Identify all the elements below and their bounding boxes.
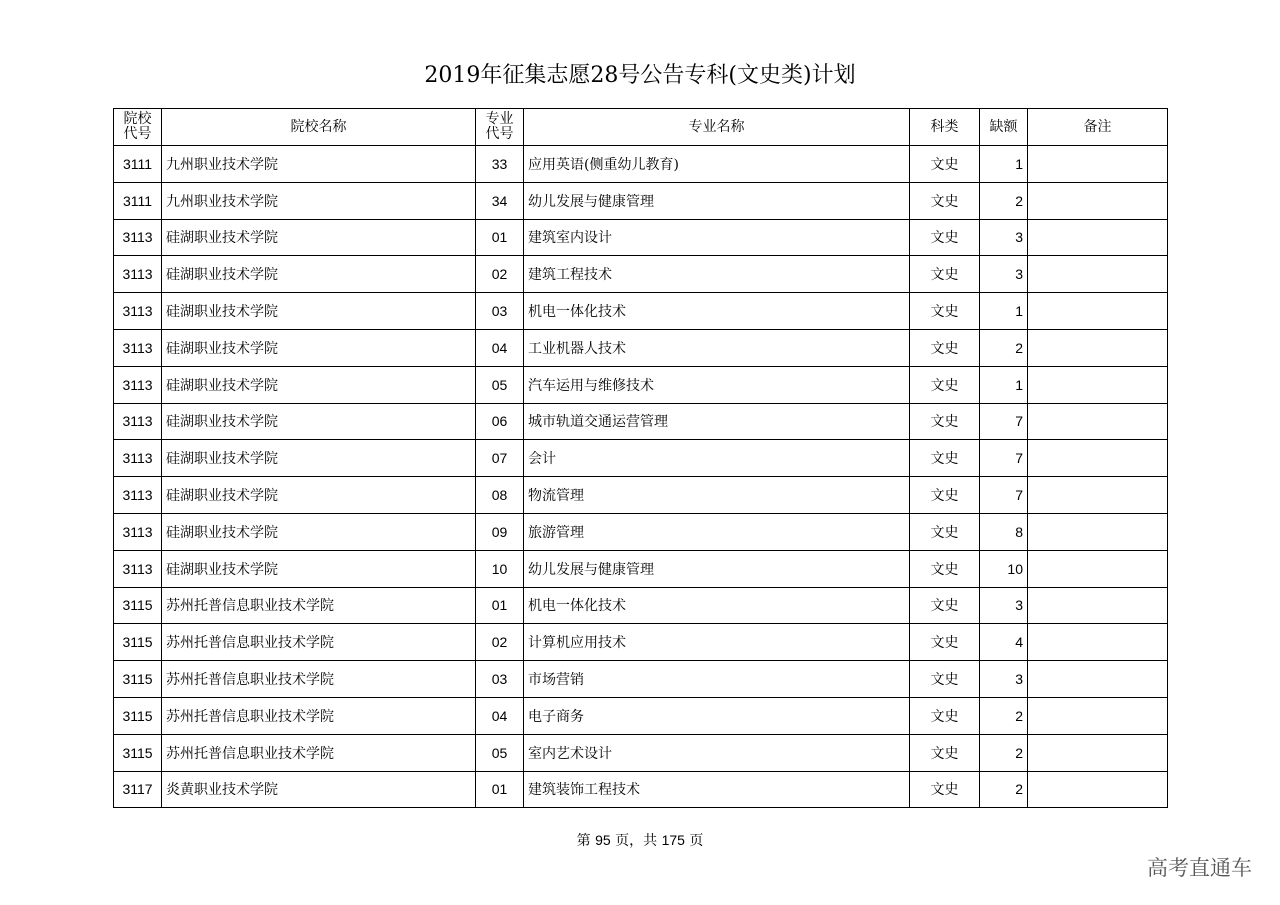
- cell-vacancy: 1: [980, 366, 1028, 403]
- cell-school-code: 3113: [114, 513, 162, 550]
- cell-school-code: 3113: [114, 440, 162, 477]
- cell-school-code: 3115: [114, 734, 162, 771]
- cell-school-name: 硅湖职业技术学院: [162, 477, 476, 514]
- cell-remark: [1028, 513, 1168, 550]
- cell-school-name: 苏州托普信息职业技术学院: [162, 624, 476, 661]
- cell-vacancy: 3: [980, 587, 1028, 624]
- cell-vacancy: 2: [980, 182, 1028, 219]
- cell-vacancy: 1: [980, 293, 1028, 330]
- cell-school-name: 硅湖职业技术学院: [162, 366, 476, 403]
- table-row: [114, 440, 1168, 477]
- cell-vacancy: 7: [980, 403, 1028, 440]
- cell-category: 文史: [910, 550, 980, 587]
- table-row: [114, 624, 1168, 661]
- cell-major-code: 10: [476, 550, 524, 587]
- cell-school-code: 3115: [114, 661, 162, 698]
- cell-major-name: 计算机应用技术: [524, 624, 910, 661]
- cell-remark: [1028, 256, 1168, 293]
- cell-remark: [1028, 146, 1168, 183]
- cell-major-name: 建筑装饰工程技术: [524, 771, 910, 808]
- cell-category: 文史: [910, 329, 980, 366]
- cell-major-code: 33: [476, 146, 524, 183]
- footer-middle: 页，共: [610, 833, 662, 849]
- cell-school-code: 3113: [114, 366, 162, 403]
- cell-vacancy: 10: [980, 550, 1028, 587]
- cell-remark: [1028, 366, 1168, 403]
- header-school-code: 院校代号: [114, 109, 162, 146]
- cell-major-code: 06: [476, 403, 524, 440]
- cell-school-name: 硅湖职业技术学院: [162, 550, 476, 587]
- table-row: [114, 146, 1168, 183]
- cell-major-code: 04: [476, 329, 524, 366]
- page-footer: [0, 830, 1280, 850]
- header-remark: 备注: [1028, 109, 1168, 146]
- cell-remark: [1028, 771, 1168, 808]
- cell-school-code: 3113: [114, 219, 162, 256]
- table-row: [114, 256, 1168, 293]
- cell-remark: [1028, 587, 1168, 624]
- table-row: [114, 550, 1168, 587]
- header-category: 科类: [910, 109, 980, 146]
- cell-category: 文史: [910, 256, 980, 293]
- header-vacancy: 缺额: [980, 109, 1028, 146]
- cell-vacancy: 7: [980, 440, 1028, 477]
- cell-major-code: 01: [476, 587, 524, 624]
- cell-school-code: 3115: [114, 587, 162, 624]
- cell-school-name: 苏州托普信息职业技术学院: [162, 697, 476, 734]
- cell-school-code: 3115: [114, 624, 162, 661]
- cell-remark: [1028, 440, 1168, 477]
- cell-category: 文史: [910, 440, 980, 477]
- cell-remark: [1028, 293, 1168, 330]
- table-row: [114, 734, 1168, 771]
- table-row: [114, 661, 1168, 698]
- cell-school-name: 苏州托普信息职业技术学院: [162, 661, 476, 698]
- cell-major-name: 汽车运用与维修技术: [524, 366, 910, 403]
- cell-school-code: 3113: [114, 403, 162, 440]
- cell-major-code: 04: [476, 697, 524, 734]
- cell-major-name: 会计: [524, 440, 910, 477]
- cell-remark: [1028, 329, 1168, 366]
- cell-vacancy: 3: [980, 661, 1028, 698]
- cell-school-code: 3113: [114, 550, 162, 587]
- cell-major-code: 03: [476, 293, 524, 330]
- cell-remark: [1028, 661, 1168, 698]
- cell-school-code: 3111: [114, 182, 162, 219]
- cell-remark: [1028, 550, 1168, 587]
- cell-school-name: 硅湖职业技术学院: [162, 440, 476, 477]
- cell-remark: [1028, 403, 1168, 440]
- cell-major-code: 08: [476, 477, 524, 514]
- cell-major-name: 机电一体化技术: [524, 293, 910, 330]
- cell-category: 文史: [910, 587, 980, 624]
- cell-school-name: 硅湖职业技术学院: [162, 293, 476, 330]
- cell-category: 文史: [910, 403, 980, 440]
- cell-major-code: 09: [476, 513, 524, 550]
- cell-vacancy: 2: [980, 329, 1028, 366]
- cell-category: 文史: [910, 661, 980, 698]
- cell-major-name: 建筑室内设计: [524, 219, 910, 256]
- cell-school-code: 3113: [114, 293, 162, 330]
- header-school-name: 院校名称: [162, 109, 476, 146]
- table-row: [114, 771, 1168, 808]
- cell-major-code: 05: [476, 734, 524, 771]
- cell-school-name: 九州职业技术学院: [162, 146, 476, 183]
- table-row: [114, 513, 1168, 550]
- cell-school-code: 3111: [114, 146, 162, 183]
- cell-remark: [1028, 182, 1168, 219]
- cell-vacancy: 2: [980, 771, 1028, 808]
- cell-major-code: 01: [476, 771, 524, 808]
- footer-total-pages: 175: [661, 832, 685, 848]
- header-major-name: 专业名称: [524, 109, 910, 146]
- cell-category: 文史: [910, 366, 980, 403]
- cell-major-name: 应用英语(侧重幼儿教育): [524, 146, 910, 183]
- table-row: [114, 587, 1168, 624]
- table-row: [114, 477, 1168, 514]
- cell-category: 文史: [910, 477, 980, 514]
- cell-vacancy: 4: [980, 624, 1028, 661]
- cell-vacancy: 2: [980, 734, 1028, 771]
- cell-category: 文史: [910, 624, 980, 661]
- cell-major-name: 室内艺术设计: [524, 734, 910, 771]
- cell-major-code: 01: [476, 219, 524, 256]
- cell-school-code: 3117: [114, 771, 162, 808]
- cell-major-name: 城市轨道交通运营管理: [524, 403, 910, 440]
- cell-category: 文史: [910, 771, 980, 808]
- cell-category: 文史: [910, 182, 980, 219]
- cell-major-code: 02: [476, 624, 524, 661]
- cell-major-name: 工业机器人技术: [524, 329, 910, 366]
- cell-major-name: 市场营销: [524, 661, 910, 698]
- cell-vacancy: 3: [980, 219, 1028, 256]
- cell-major-name: 幼儿发展与健康管理: [524, 550, 910, 587]
- cell-remark: [1028, 477, 1168, 514]
- cell-category: 文史: [910, 513, 980, 550]
- cell-vacancy: 3: [980, 256, 1028, 293]
- cell-vacancy: 7: [980, 477, 1028, 514]
- cell-major-name: 物流管理: [524, 477, 910, 514]
- plan-table: [113, 108, 1168, 808]
- cell-major-name: 旅游管理: [524, 513, 910, 550]
- cell-school-name: 炎黄职业技术学院: [162, 771, 476, 808]
- cell-category: 文史: [910, 697, 980, 734]
- cell-major-name: 建筑工程技术: [524, 256, 910, 293]
- table-header-row: [114, 109, 1168, 146]
- cell-school-name: 硅湖职业技术学院: [162, 219, 476, 256]
- cell-school-code: 3113: [114, 329, 162, 366]
- cell-major-code: 34: [476, 182, 524, 219]
- table-row: [114, 293, 1168, 330]
- table-row: [114, 366, 1168, 403]
- cell-category: 文史: [910, 219, 980, 256]
- cell-major-name: 电子商务: [524, 697, 910, 734]
- cell-major-code: 07: [476, 440, 524, 477]
- table-row: [114, 403, 1168, 440]
- cell-remark: [1028, 624, 1168, 661]
- header-major-code: 专业代号: [476, 109, 524, 146]
- watermark: 高考直通车: [1147, 856, 1252, 880]
- cell-vacancy: 1: [980, 146, 1028, 183]
- table-row: [114, 329, 1168, 366]
- cell-school-name: 硅湖职业技术学院: [162, 403, 476, 440]
- cell-school-code: 3113: [114, 477, 162, 514]
- cell-vacancy: 2: [980, 697, 1028, 734]
- footer-suffix: 页: [684, 833, 704, 849]
- cell-school-name: 硅湖职业技术学院: [162, 329, 476, 366]
- footer-prefix: 第: [576, 833, 596, 849]
- cell-school-name: 苏州托普信息职业技术学院: [162, 587, 476, 624]
- cell-school-name: 硅湖职业技术学院: [162, 256, 476, 293]
- cell-remark: [1028, 734, 1168, 771]
- cell-major-code: 05: [476, 366, 524, 403]
- cell-major-code: 02: [476, 256, 524, 293]
- cell-category: 文史: [910, 146, 980, 183]
- cell-remark: [1028, 219, 1168, 256]
- cell-category: 文史: [910, 734, 980, 771]
- table-row: [114, 182, 1168, 219]
- cell-school-name: 硅湖职业技术学院: [162, 513, 476, 550]
- cell-vacancy: 8: [980, 513, 1028, 550]
- table-body: [114, 146, 1168, 808]
- table-row: [114, 697, 1168, 734]
- cell-school-code: 3113: [114, 256, 162, 293]
- cell-major-name: 机电一体化技术: [524, 587, 910, 624]
- cell-category: 文史: [910, 293, 980, 330]
- cell-remark: [1028, 697, 1168, 734]
- cell-school-code: 3115: [114, 697, 162, 734]
- cell-school-name: 九州职业技术学院: [162, 182, 476, 219]
- page-title: 2019年征集志愿28号公告专科(文史类)计划: [424, 63, 856, 88]
- cell-school-name: 苏州托普信息职业技术学院: [162, 734, 476, 771]
- cell-major-code: 03: [476, 661, 524, 698]
- footer-page-number: 95: [595, 832, 611, 848]
- cell-major-name: 幼儿发展与健康管理: [524, 182, 910, 219]
- table-row: [114, 219, 1168, 256]
